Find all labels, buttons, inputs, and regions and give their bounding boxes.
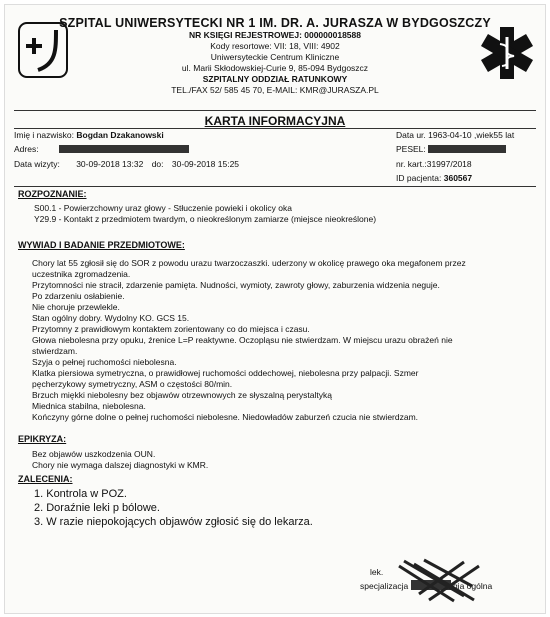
diagnosis-line: S00.1 - Powierzchowny uraz głowy - Stłuczenie powieki i okolicy oka bbox=[34, 203, 292, 213]
visit-date-row bbox=[14, 159, 239, 170]
interview-line: Stan ogólny dobry. Wydolny KO. GCS 15. bbox=[32, 313, 190, 323]
interview-line: Nie choruje przewlekle. bbox=[32, 302, 120, 312]
redacted-address bbox=[59, 145, 189, 153]
diagnosis-list bbox=[34, 203, 534, 225]
hospital-name: SZPITAL UNIWERSYTECKI NR 1 IM. DR. A. JURASZA W BYDGOSZCZY bbox=[59, 16, 491, 30]
interview-line: Brzuch miękki niebolesny bez objawów otrzewnowych ze słyszalną perystaltyką bbox=[32, 390, 332, 400]
contact-info: TEL./FAX 52/ 585 45 70, E-MAIL: KMR@JURASZA.PL bbox=[171, 85, 379, 95]
header bbox=[4, 16, 546, 96]
signature-scribble-icon bbox=[394, 556, 484, 606]
interview-line: Przytomności nie stracił, zdarzenie pamięta. Nudności, wymioty, zawroty głowy, zaburzenia widzenia neguje. bbox=[32, 280, 440, 290]
redacted-pesel bbox=[428, 145, 506, 153]
card-number: 31997/2018 bbox=[426, 159, 472, 169]
resort-codes: Kody resortowe: VII: 18, VIII: 4902 bbox=[210, 41, 340, 51]
patient-name: Bogdan Dzakanowski bbox=[76, 130, 164, 140]
registry-number: NR KSIĘGI REJESTROWEJ: 000000018588 bbox=[189, 30, 361, 40]
card-number-row bbox=[396, 159, 472, 170]
interview-line: Po zdarzeniu osłabienie. bbox=[32, 291, 125, 301]
interview-text bbox=[32, 258, 532, 423]
center-name: Uniwersyteckie Centrum Kliniczne bbox=[210, 52, 340, 62]
diagnosis-heading: ROZPOZNANIE: bbox=[18, 189, 87, 199]
visit-date-label: Data wizyty: bbox=[14, 159, 60, 169]
patient-name-label: Imię i nazwisko: bbox=[14, 130, 74, 140]
epicrisis-line: Chory nie wymaga dalszej diagnostyki w KMR. bbox=[32, 460, 209, 470]
recommendations-heading: ZALECENIA: bbox=[18, 474, 73, 484]
specialty-label: specjalizacja bbox=[360, 581, 409, 591]
page-title: KARTA INFORMACYJNA bbox=[204, 114, 346, 128]
birth-date-label: Data ur. bbox=[396, 130, 426, 140]
hospital-address: ul. Marii Skłodowskiej-Curie 9, 85-094 Bydgoszcz bbox=[181, 63, 369, 73]
epicrisis-line: Bez objawów uszkodzenia OUN. bbox=[32, 449, 156, 459]
interview-line: stwierdzam. bbox=[32, 346, 78, 356]
header-divider bbox=[14, 110, 536, 111]
recommendation-item: 2. Doraźnie leki p bólowe. bbox=[34, 502, 160, 514]
interview-line: Szyja o pełnej ruchomości niebolesna. bbox=[32, 357, 177, 367]
specialty-tail: gia ogólna bbox=[452, 581, 493, 591]
patient-age: ,wiek55 lat bbox=[474, 130, 515, 140]
recommendation-item: 1. Kontrola w POZ. bbox=[34, 488, 127, 500]
interview-line: Chory lat 55 zgłosił się do SOR z powodu urazu twarzoczaszki. uderzony w okolicę prawego oka megafonem przez bbox=[32, 258, 466, 268]
title-divider bbox=[14, 128, 536, 129]
birth-date: 1963-04-10 bbox=[428, 130, 472, 140]
patient-id: 360567 bbox=[443, 173, 473, 183]
recommendations-list bbox=[34, 487, 313, 529]
interview-line: uczestnika zgromadzenia. bbox=[32, 269, 131, 279]
interview-line: pęcherzykowy symetryczny, ASM o częstości 80/min. bbox=[32, 379, 233, 389]
interview-line: Miednica stabilna, niebolesna. bbox=[32, 401, 146, 411]
visit-to-label: do: bbox=[151, 159, 164, 169]
patient-address-label: Adres: bbox=[14, 144, 39, 154]
document-page bbox=[4, 4, 546, 614]
interview-line: Klatka piersiowa symetryczna, o prawidłowej ruchomości oddechowej, niebolesna przy palpacji. Szmer bbox=[32, 368, 419, 378]
interview-line: Przytomny z prawidłowym kontaktem zorientowany co do miejsca i czasu. bbox=[32, 324, 310, 334]
pesel-label: PESEL: bbox=[396, 144, 426, 154]
epicrisis-heading: EPIKRYZA: bbox=[18, 434, 67, 444]
birth-date-row bbox=[396, 130, 514, 141]
epicrisis-text bbox=[32, 449, 532, 471]
interview-heading: WYWIAD I BADANIE PRZEDMIOTOWE: bbox=[18, 240, 185, 250]
patient-id-row bbox=[396, 173, 472, 184]
recommendation-item: 3. W razie niepokojących objawów zgłosić się do lekarza. bbox=[34, 516, 313, 528]
patient-id-label: ID pacjenta: bbox=[396, 173, 442, 183]
patient-address-row bbox=[14, 144, 189, 155]
visit-from: 30-09-2018 13:32 bbox=[76, 159, 144, 169]
department-name: SZPITALNY ODDZIAŁ RATUNKOWY bbox=[202, 74, 348, 84]
pesel-row bbox=[396, 144, 506, 155]
interview-line: Głowa niebolesna przy opuku, źrenice L=P reaktywne. Oczopląsu nie stwierdzam. W miejscu urazu obrażeń nie bbox=[32, 335, 453, 345]
interview-line: Kończyny górne dolne o pełnej ruchomości niebolesne. Niedowładów zaburzeń czucia nie stwierdzam. bbox=[32, 412, 419, 422]
patient-divider bbox=[14, 186, 536, 187]
doctor-label: lek. bbox=[370, 567, 384, 577]
card-number-label: nr. kart.: bbox=[396, 159, 427, 169]
visit-to: 30-09-2018 15:25 bbox=[171, 159, 240, 169]
diagnosis-line: Y29.9 - Kontakt z przedmiotem twardym, o nieokreślonym zamiarze (miejsce nieokreślone) bbox=[34, 214, 377, 224]
patient-name-row bbox=[14, 130, 164, 141]
